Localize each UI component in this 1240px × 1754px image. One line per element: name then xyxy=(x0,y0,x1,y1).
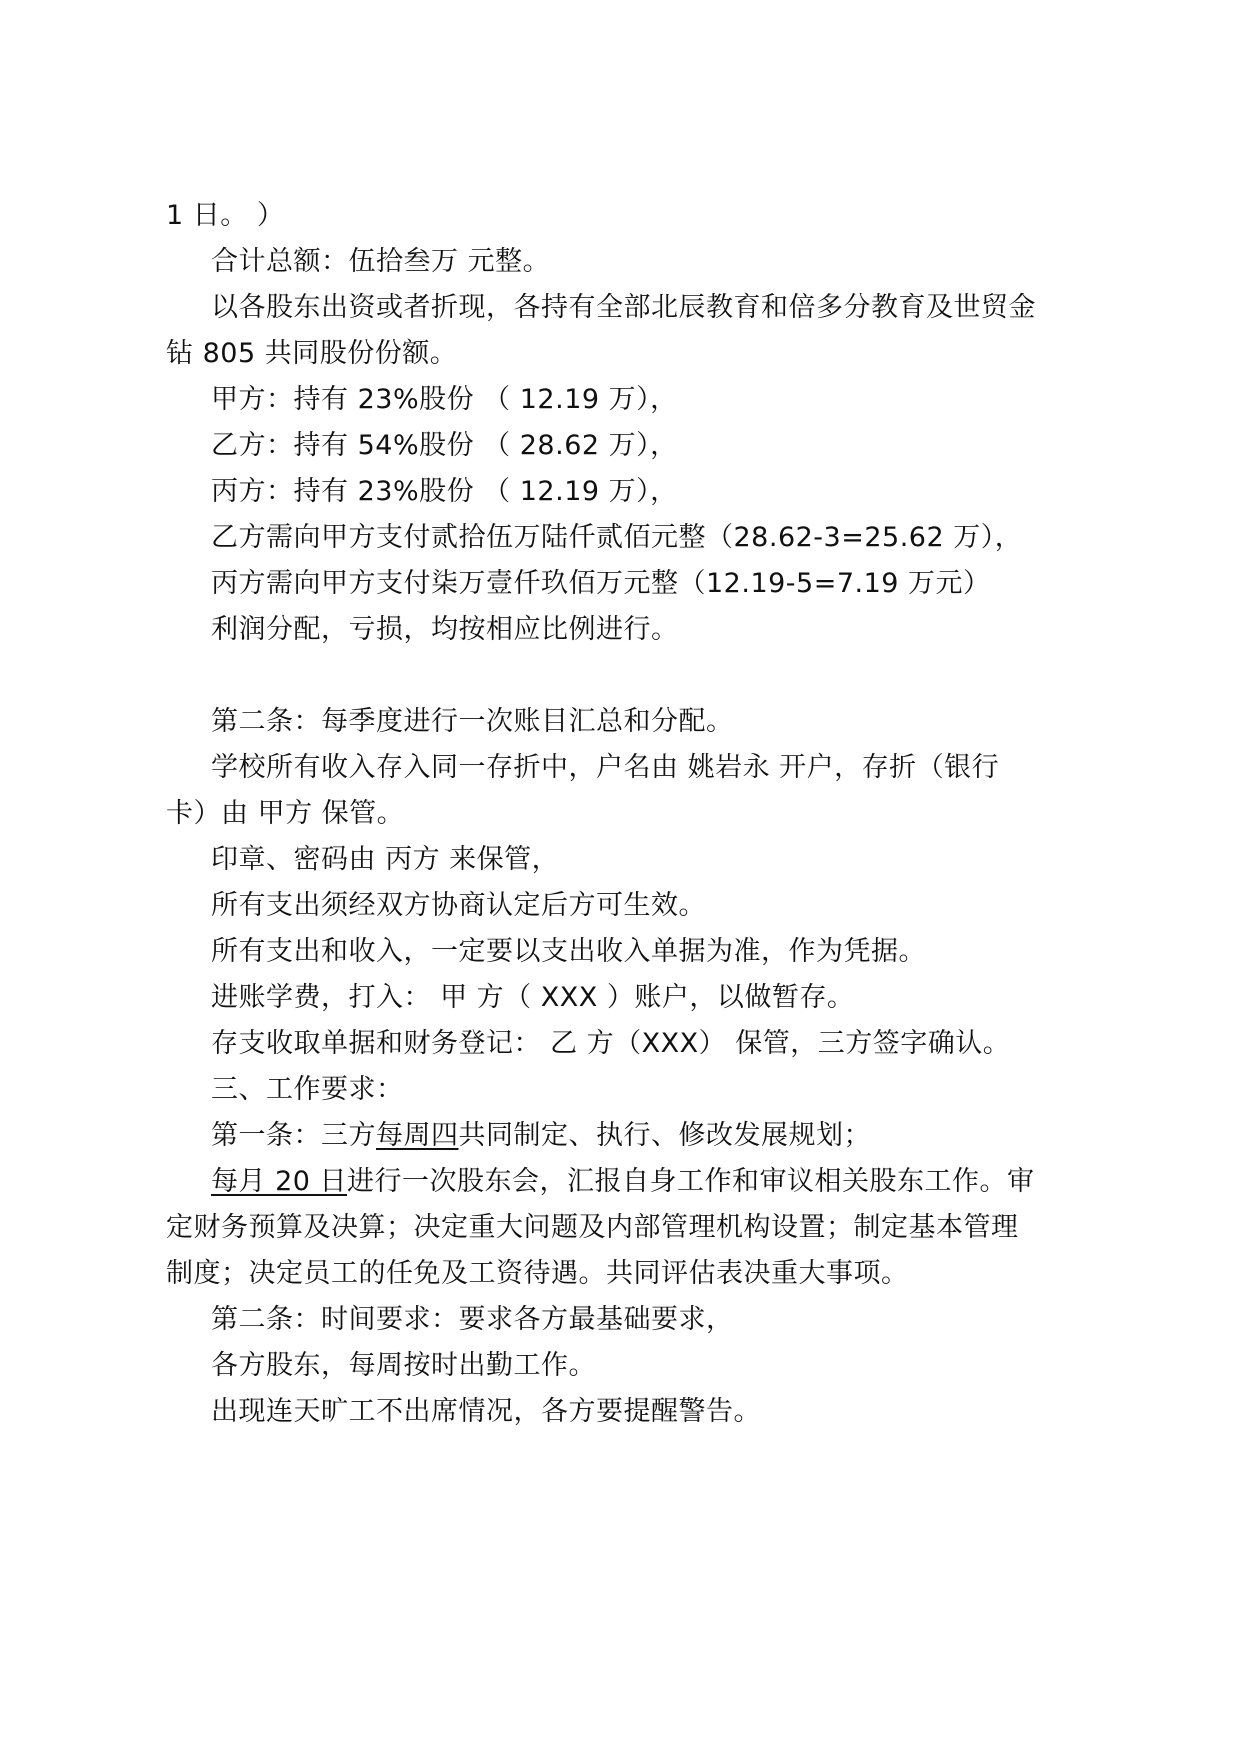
text-line: 各方股东，每周按时出勤工作。 xyxy=(211,1350,596,1381)
text-line: 卡）由 甲方 保管。 xyxy=(166,798,405,829)
text-line: 合计总额：伍拾叁万 元整。 xyxy=(211,246,551,277)
text-line: 出现连天旷工不出席情况，各方要提醒警告。 xyxy=(211,1396,761,1427)
text-line: 定财务预算及决算；决定重大问题及内部管理机构设置；制定基本管理 xyxy=(166,1212,1019,1243)
text-line: 钻 805 共同股份份额。 xyxy=(166,338,458,369)
text-line xyxy=(211,1118,871,1154)
text-line: 乙方：持有 54%股份 （ 28.62 万）， xyxy=(211,430,678,461)
text-line: 进账学费，打入： 甲 方（ XXX ）账户，以做暂存。 xyxy=(211,982,855,1013)
section-heading: 三、工作要求： xyxy=(211,1074,404,1105)
text-line: 丙方需向甲方支付柒万壹仟玖佰万元整（12.19-5=7.19 万元） xyxy=(211,568,991,599)
text-segment: 第一条：三方 xyxy=(211,1120,376,1151)
text-segment: 进行一次股东会，汇报自身工作和审议相关股东工作。审 xyxy=(347,1166,1035,1197)
text-line: 第二条：时间要求：要求各方最基础要求， xyxy=(211,1304,734,1335)
text-line: 制度；决定员工的任免及工资待遇。共同评估表决重大事项。 xyxy=(166,1258,909,1289)
text-line: 所有支出和收入，一定要以支出收入单据为准，作为凭据。 xyxy=(211,936,926,967)
text-line: 存支收取单据和财务登记： 乙 方（XXX） 保管，三方签字确认。 xyxy=(211,1028,1011,1059)
text-line xyxy=(211,1164,1035,1200)
text-line: 以各股东出资或者折现，各持有全部北辰教育和倍多分教育及世贸金 xyxy=(211,292,1036,323)
text-line: 甲方：持有 23%股份 （ 12.19 万）， xyxy=(211,384,678,415)
text-line: 印章、密码由 丙方 来保管， xyxy=(211,844,560,875)
underlined-text: 每月 20 日 xyxy=(211,1166,348,1197)
text-line: 丙方：持有 23%股份 （ 12.19 万）， xyxy=(211,476,678,507)
text-line: 学校所有收入存入同一存折中，户名由 姚岩永 开户，存折（银行 xyxy=(211,752,1000,783)
text-line: 利润分配，亏损，均按相应比例进行。 xyxy=(211,614,679,645)
section-heading: 第二条：每季度进行一次账目汇总和分配。 xyxy=(211,706,734,737)
text-segment: 共同制定、执行、修改发展规划； xyxy=(458,1120,871,1151)
text-line: 1 日。 ） xyxy=(166,200,285,231)
text-line: 所有支出须经双方协商认定后方可生效。 xyxy=(211,890,706,921)
underlined-text: 每周四 xyxy=(376,1120,459,1151)
text-line: 乙方需向甲方支付贰拾伍万陆仟贰佰元整（28.62-3=25.62 万）， xyxy=(211,522,1023,553)
